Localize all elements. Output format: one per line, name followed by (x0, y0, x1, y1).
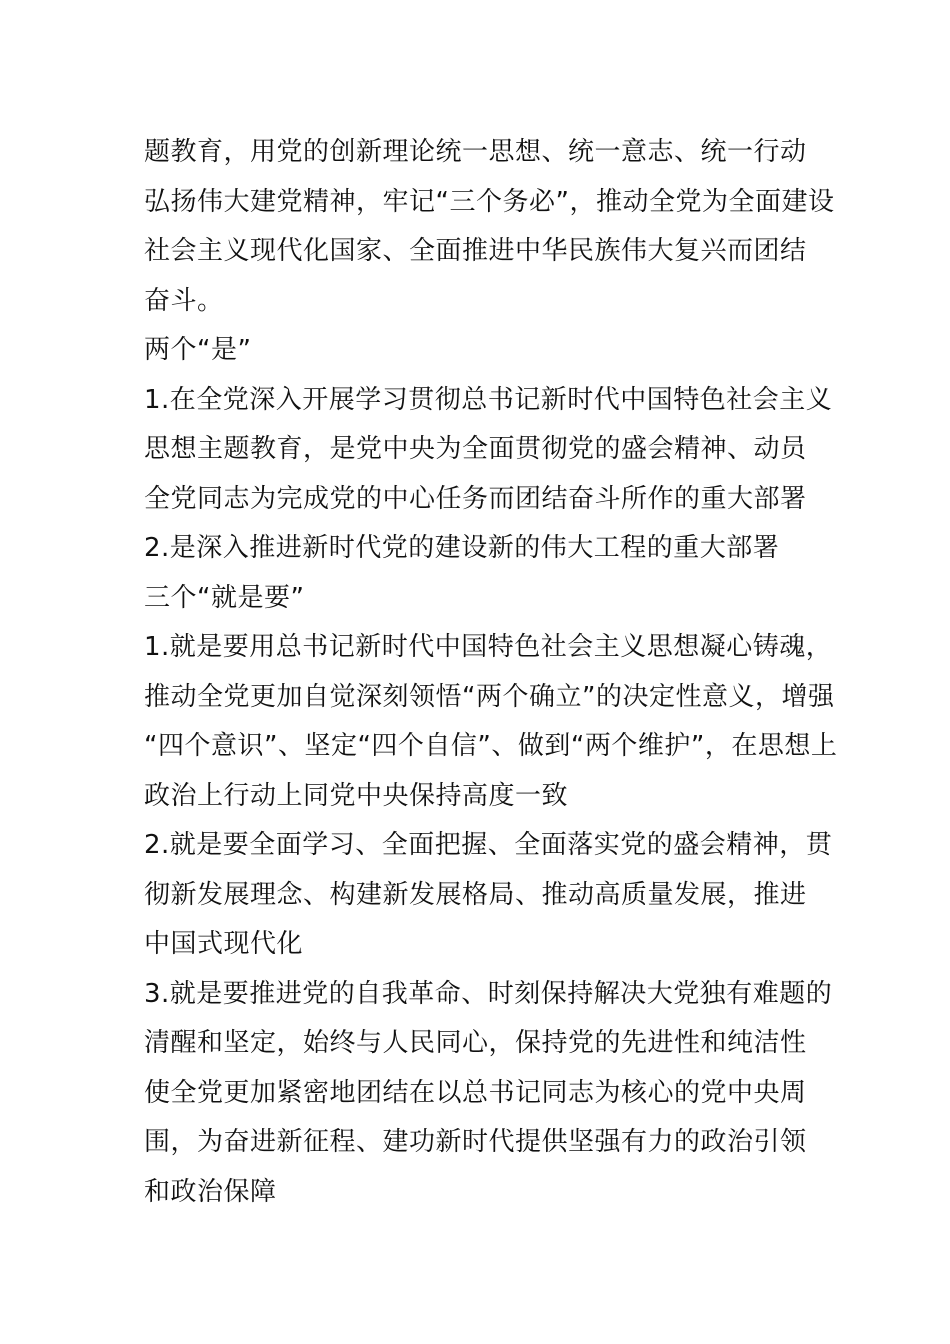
text-line: 3.就是要推进党的自我革命、时刻保持解决大党独有难题的 (144, 978, 833, 1009)
text-line: 使全党更加紧密地团结在以总书记同志为核心的党中央周 (144, 1077, 807, 1108)
text-line: 思想主题教育，是党中央为全面贯彻党的盛会精神、动员 (144, 434, 807, 464)
text-line: 题教育，用党的创新理论统一思想、统一意志、统一行动 (144, 137, 807, 167)
text-line: 政治上行动上同党中央保持高度一致 (144, 780, 569, 811)
section-heading: 两个“是” (144, 335, 252, 365)
text-line: 2.就是要全面学习、全面把握、全面落实党的盛会精神，贯 (144, 830, 833, 860)
text-line: 1.就是要用总书记新时代中国特色社会主义思想凝心铸魂， (144, 632, 833, 662)
section-heading: 三个“就是要” (144, 582, 305, 613)
text-line: 1.在全党深入开展学习贯彻总书记新时代中国特色社会主义 (144, 384, 833, 415)
text-line: “四个意识”、坚定“四个自信”、做到“两个维护”，在思想上 (144, 731, 838, 761)
text-line: 和政治保障 (144, 1176, 277, 1207)
text-line: 围，为奋进新征程、建功新时代提供坚强有力的政治引领 (144, 1127, 807, 1157)
document-body (144, 128, 838, 1217)
text-line: 推动全党更加自觉深刻领悟“两个确立”的决定性意义，增强 (144, 681, 835, 712)
text-line: 弘扬伟大建党精神，牢记“三个务必”，推动全党为全面建设 (144, 186, 835, 217)
text-line: 中国式现代化 (144, 929, 304, 959)
text-line: 2.是深入推进新时代党的建设新的伟大工程的重大部署 (144, 533, 780, 563)
text-line: 社会主义现代化国家、全面推进中华民族伟大复兴而团结 (144, 236, 807, 266)
text-line: 清醒和坚定，始终与人民同心，保持党的先进性和纯洁性 (144, 1028, 807, 1058)
text-line: 全党同志为完成党的中心任务而团结奋斗所作的重大部署 (144, 483, 807, 514)
text-line: 奋斗。 (144, 285, 224, 316)
text-line: 彻新发展理念、构建新发展格局、推动高质量发展，推进 (144, 879, 807, 910)
